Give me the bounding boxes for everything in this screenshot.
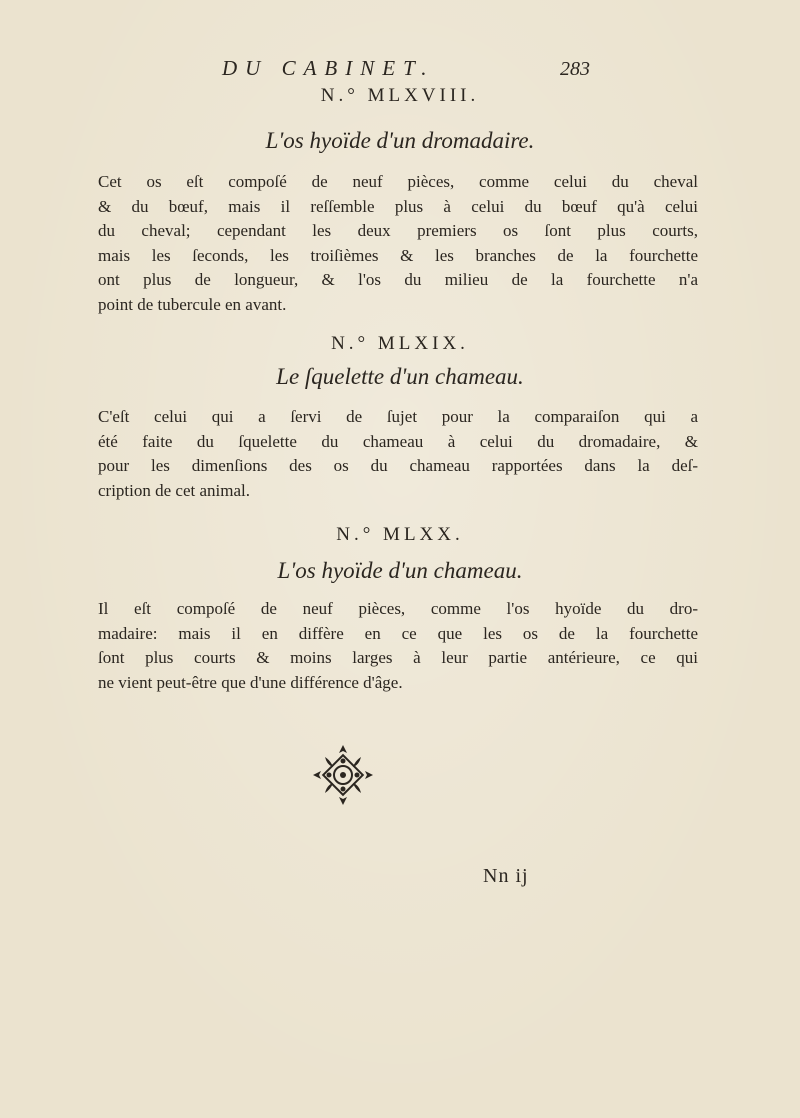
paragraph-line: ont plus de longueur, & l'os du milieu de la fourchette n'a — [98, 270, 698, 289]
paragraph-line: ne vient peut-être que d'une différence d'âge. — [98, 672, 403, 692]
paragraph-line: du cheval; cependant les deux premiers os ſont plus courts, — [98, 221, 698, 240]
paragraph-line: cription de cet animal. — [98, 480, 250, 500]
paragraph-line: Cet os eſt compoſé de neuf pièces, comme celui du cheval — [98, 172, 698, 191]
section-paragraph — [98, 170, 792, 317]
section-title: L'os hyoïde d'un chameau. — [277, 558, 523, 583]
section-number: N.° MLXX. — [336, 524, 464, 545]
running-head: DU CABINET. — [222, 56, 435, 80]
section-paragraph — [98, 405, 792, 503]
page-number: 283 — [560, 58, 590, 80]
paragraph-line: été faite du ſquelette du chameau à celui du dromadaire, & — [98, 431, 698, 451]
paragraph-line: Il eſt compoſé de neuf pièces, comme l'os hyoïde du dro- — [98, 599, 698, 618]
paragraph-line: point de tubercule en avant. — [98, 294, 287, 314]
paragraph-line: madaire: mais il en diffère en ce que les os de la fourchette — [98, 623, 698, 643]
paragraph-line: pour les dimenſions des os du chameau rapportées dans la deſ- — [98, 456, 698, 475]
section-paragraph — [98, 597, 792, 695]
section-number: N.° MLXVIII. — [320, 85, 480, 106]
section-title: L'os hyoïde d'un dromadaire. — [265, 128, 535, 153]
paragraph-line: ſont plus courts & moins larges à leur partie antérieure, ce qui — [98, 648, 698, 667]
paragraph-line: C'eſt celui qui a ſervi de ſujet pour la comparaiſon qui a — [98, 407, 698, 426]
signature-mark: Nn ij — [483, 865, 529, 887]
section-number: N.° MLXIX. — [331, 333, 469, 354]
section-title: Le ſquelette d'un chameau. — [276, 364, 524, 389]
paragraph-line: & du bœuf, mais il reſſemble plus à celui du bœuf qu'à celui — [98, 196, 698, 216]
printer-fleuron-icon — [311, 743, 375, 807]
paragraph-line: mais les ſeconds, les troiſièmes & les branches de la fourchette — [98, 245, 698, 265]
